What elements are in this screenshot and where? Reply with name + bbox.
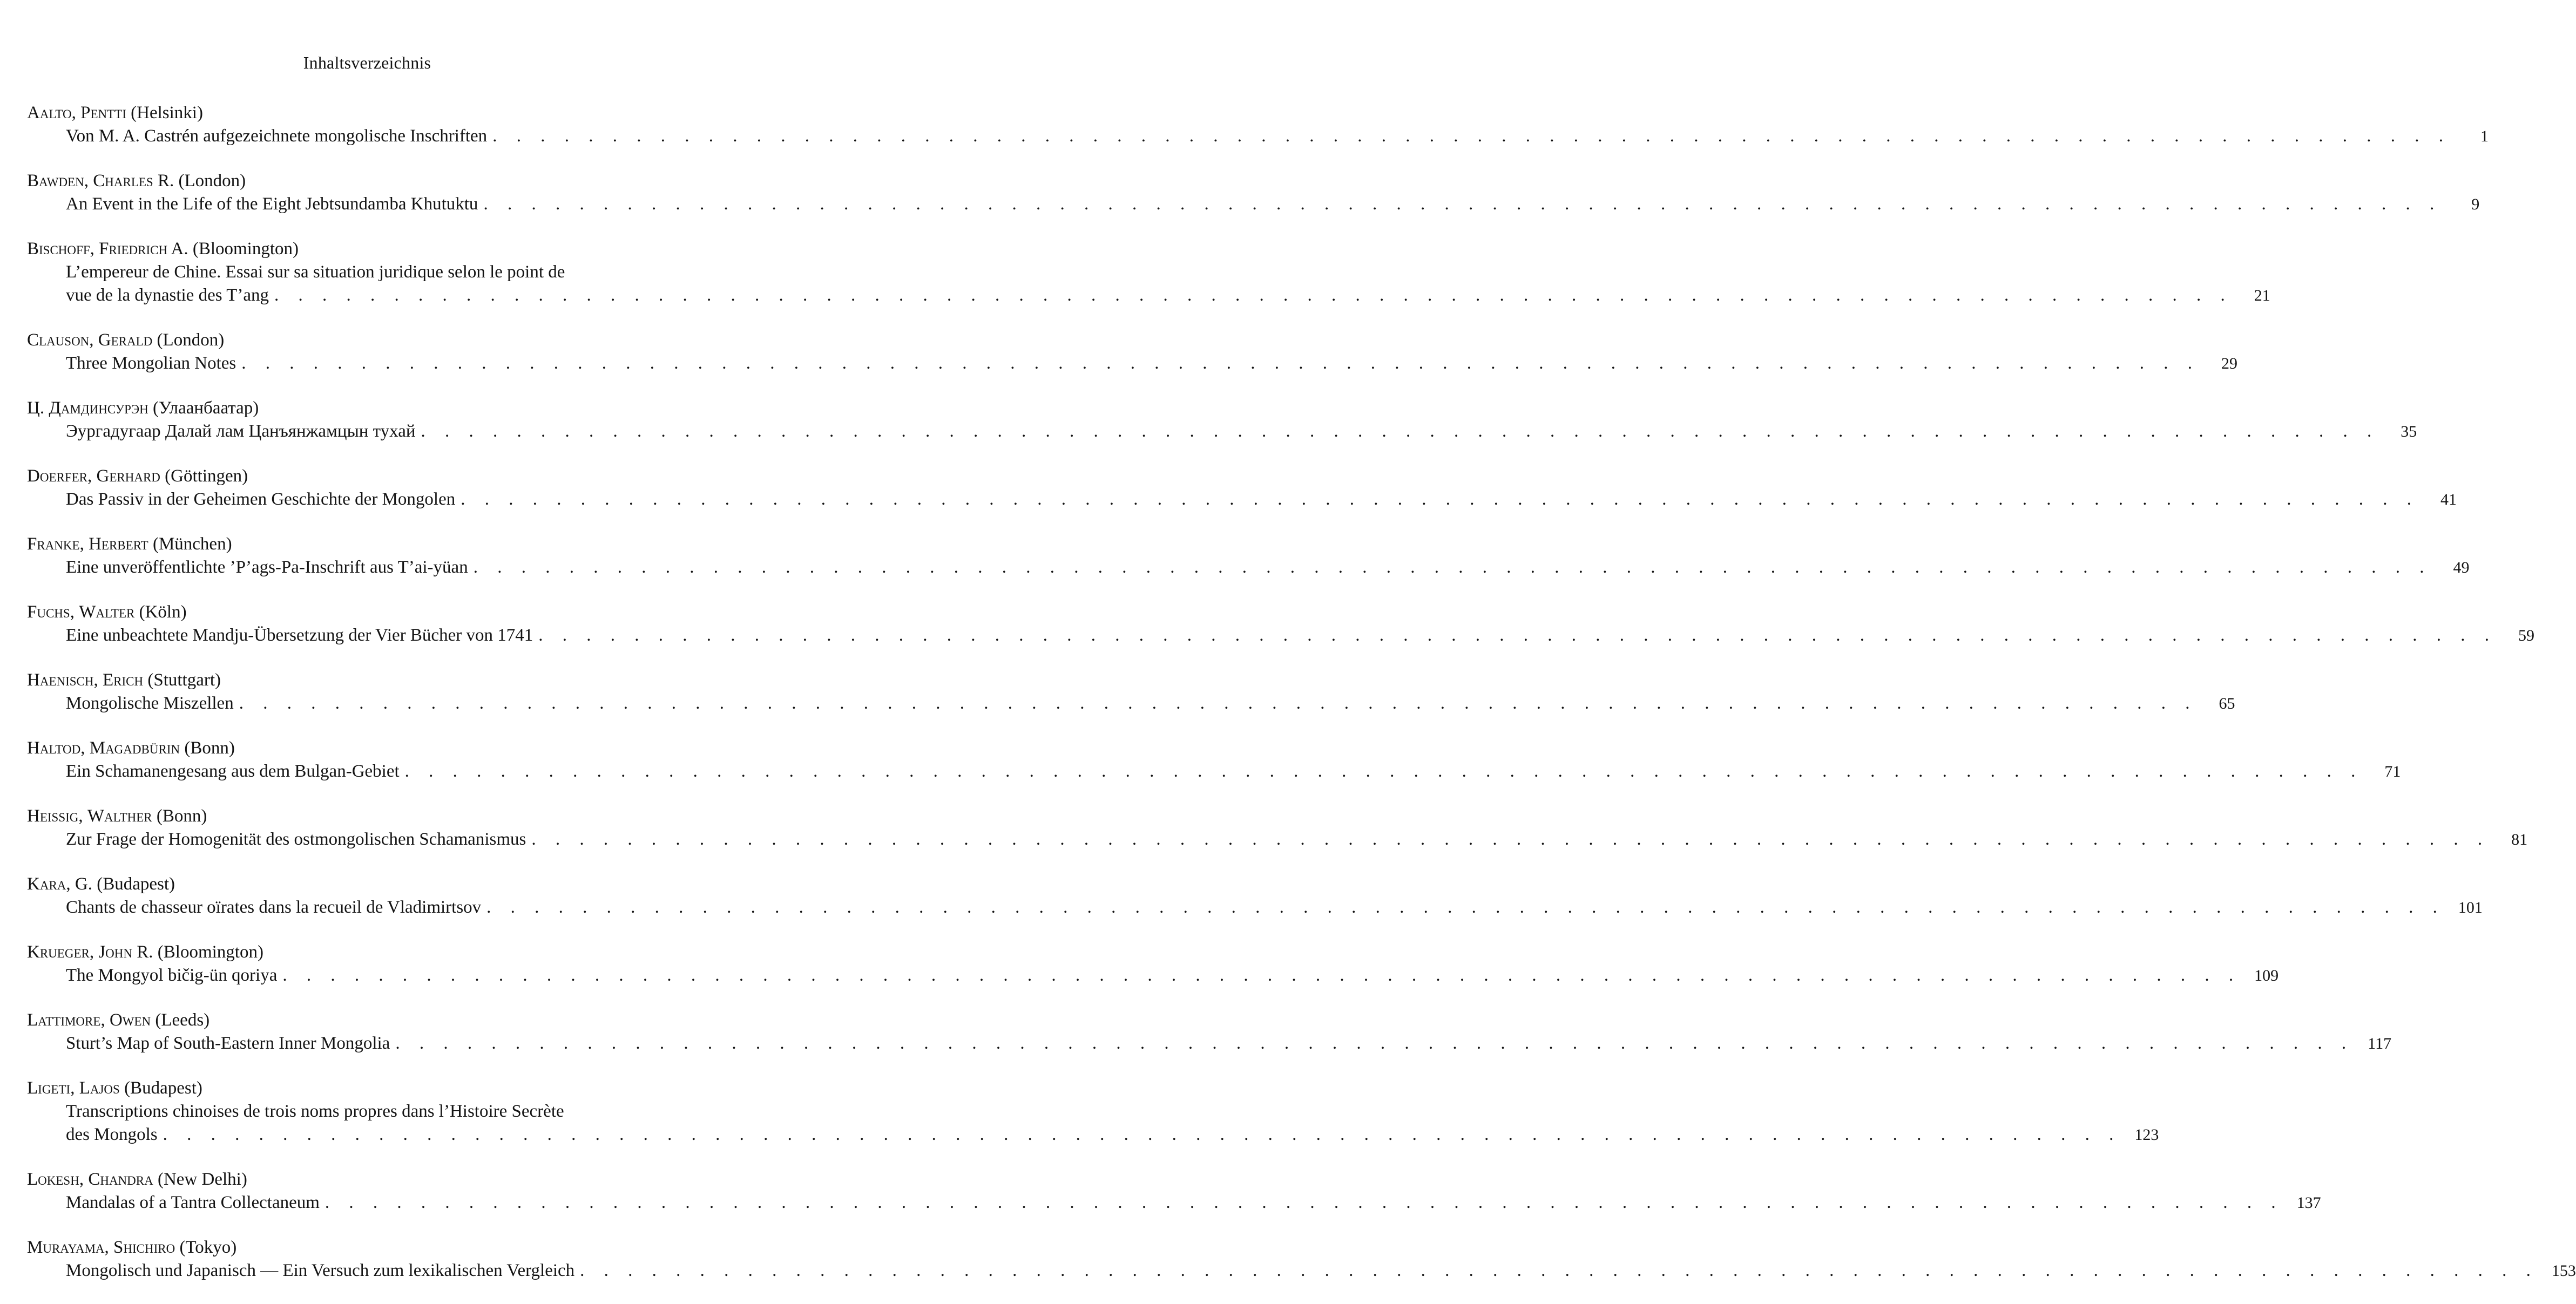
author-location: (New Delhi) (157, 1170, 247, 1189)
title-line (66, 284, 2233, 307)
entry-title-row (66, 556, 2470, 579)
toc-entry (27, 329, 2238, 375)
entry-title (66, 896, 2445, 919)
entry-title-row (66, 125, 2489, 148)
entry-title-row (66, 828, 2528, 851)
entry-title (66, 420, 2379, 443)
entry-title-row (66, 1032, 2392, 1055)
dot-leader: . . . . . . . . . . . . . . . . . . . . . . . . . . . . . . . . . . . . . . . . . . . . . . . . . . . . . . . . . . . . . . . . . . . . . . . . . . . . . . . . . . (241, 354, 2200, 373)
entry-title (66, 1100, 2121, 1146)
dot-leader: . . . . . . . . . . . . . . . . . . . . . . . . . . . . . . . . . . . . . . . . . . . . . . . . . . . . . . . . . . . . . . . . . . . . . . . . . . . . . . . . . . (461, 490, 2419, 509)
author-given-name: Walter (79, 602, 135, 622)
author-surname: Murayama (27, 1238, 105, 1257)
title-line-text: Ein Schamanengesang aus dem Bulgan-Gebiet (66, 762, 400, 781)
entry-title-row (66, 488, 2457, 511)
title-line-text: L’empereur de Chine. Essai sur sa situation juridique selon le point de (66, 262, 565, 282)
entry-author (27, 397, 724, 420)
author-surname: Franke (27, 534, 80, 554)
toc-entry (27, 1077, 2159, 1146)
toc-entry (27, 397, 2417, 443)
dot-leader: . . . . . . . . . . . . . . . . . . . . . . . . . . . . . . . . . . . . . . . . . . . . . . . . . . . . . . . . . . . . . . . . . . . . . . . . . . . . . . . . . . (492, 126, 2451, 146)
title-line (66, 488, 2419, 511)
entry-author: Heissig, Walther (Bonn) (27, 806, 207, 826)
title-line (66, 1259, 2538, 1282)
author-surname: Kara (27, 874, 66, 894)
dot-leader: . . . . . . . . . . . . . . . . . . . . . . . . . . . . . . . . . . . . . . . . . . . . . . . . . . . . . . . . . . . . . . . . . . . . . . . . . . . . . . . . . . (239, 694, 2198, 713)
entry-title-row (66, 1100, 2159, 1146)
entry-author: Clauson, Gerald (London) (27, 330, 225, 350)
author-surname: Clauson (27, 330, 90, 350)
author-location: (München) (152, 534, 232, 554)
title-line (66, 1100, 2121, 1123)
dot-leader: . . . . . . . . . . . . . . . . . . . . . . . . . . . . . . . . . . . . . . . . . . . . . . . . . . . . . . . . . . . . . . . . . . . . . . . . . . . . . . . . . . (486, 898, 2445, 917)
title-line (66, 896, 2445, 919)
toc-entry (27, 1009, 2392, 1055)
entry-page-number: 59 (2518, 627, 2534, 644)
entry-page-number: 71 (2384, 763, 2401, 780)
title-line-text: Das Passiv in der Geheimen Geschichte der Mongolen (66, 490, 456, 509)
entry-title (66, 556, 2431, 579)
dot-leader: . . . . . . . . . . . . . . . . . . . . . . . . . . . . . . . . . . . . . . . . . . . . . . . . . . . . . . . . . . . . . . . . . . . . . . . . . . . . . . . . . . (473, 558, 2432, 577)
dot-leader: . . . . . . . . . . . . . . . . . . . . . . . . . . . . . . . . . . . . . . . . . . . . . . . . . . . . . . . . . . . . . . . . . . . . . . . . . . . . . . . . . . (395, 1034, 2354, 1053)
entry-page-number: 9 (2471, 195, 2480, 213)
toc-entry (27, 873, 2483, 919)
entry-title (66, 760, 2363, 783)
author-surname: Haltod (27, 738, 81, 758)
entry-author: Kara, G. (Budapest) (27, 874, 175, 894)
toc-entry (27, 533, 2470, 579)
entry-title (66, 261, 2233, 307)
entry-title-row (66, 896, 2483, 919)
entry-page-number: 1 (2480, 127, 2489, 145)
author-location: (Bloomington) (157, 942, 263, 962)
author-surname: Fuchs (27, 602, 70, 622)
entry-author: Bischoff, Friedrich A. (Bloomington) (27, 239, 299, 259)
author-location: (Bloomington) (192, 239, 299, 259)
entry-page-number: 153 (2551, 1262, 2576, 1280)
author-location: (Helsinki) (131, 103, 203, 123)
author-location: (London) (157, 330, 225, 350)
entry-author: Aalto, Pentti (Helsinki) (27, 103, 203, 123)
title-line-text: Transcriptions chinoises de trois noms propres dans l’Histoire Secrète (66, 1102, 564, 1121)
title-line-text: Eine unbeachtete Mandju-Übersetzung der Vier Bücher von 1741 (66, 626, 533, 645)
entry-page-number: 81 (2511, 831, 2528, 848)
entry-author: Bawden, Charles R. (London) (27, 171, 246, 191)
toc-entry (27, 101, 2489, 148)
entry-author: Haenisch, Erich (Stuttgart) (27, 670, 221, 690)
entry-author: Haltod, Magadbürin (Bonn) (27, 738, 235, 758)
entry-title (66, 488, 2419, 511)
title-line-text: Von M. A. Castrén aufgezeichnete mongolische Inschriften (66, 126, 488, 146)
entry-page-number: 109 (2254, 967, 2279, 984)
entry-page-number: 29 (2221, 355, 2238, 372)
toc-entry (27, 805, 2528, 851)
entry-title (66, 624, 2497, 647)
author-surname: Lattimore (27, 1010, 101, 1030)
title-line-text: des Mongols (66, 1125, 158, 1144)
author-surname: Bawden (27, 171, 84, 191)
entry-title-row (66, 1259, 2576, 1282)
entry-title-row (66, 420, 2417, 443)
title-line-text: vue de la dynastie des T’ang (66, 286, 269, 305)
dot-leader: . . . . . . . . . . . . . . . . . . . . . . . . . . . . . . . . . . . . . . . . . . . . . . . . . . . . . . . . . . . . . . . . . . . . . . . . . . . . . . . . . . (274, 286, 2233, 305)
entry-title (66, 1032, 2354, 1055)
dot-leader: . . . . . . . . . . . . . . . . . . . . . . . . . . . . . . . . . . . . . . . . . . . . . . . . . . . . . . . . . . . . . . . . . . . . . . . . . . . . . . . . . . (483, 194, 2442, 214)
entry-author: Krueger, John R. (Bloomington) (27, 942, 263, 962)
title-line-text: Three Mongolian Notes (66, 354, 236, 373)
author-surname: Krueger (27, 942, 90, 962)
author-location: (Göttingen) (165, 466, 248, 486)
title-line-text: Эургадугаар Далай лам Цанъянжамцын тухай (66, 422, 416, 441)
entry-page-number: 49 (2453, 559, 2470, 576)
entry-title (66, 964, 2241, 987)
author-given-name: Walther (87, 806, 152, 826)
author-given-name: Pentti (80, 103, 126, 123)
title-line (66, 1123, 2121, 1146)
entry-title (66, 193, 2442, 216)
entry-author: Fuchs, Walter (Köln) (27, 602, 187, 622)
entry-author: Murayama, Shichiro (Tokyo) (27, 1238, 237, 1257)
entry-page-number: 123 (2134, 1126, 2159, 1144)
title-line (66, 556, 2431, 579)
title-line (66, 624, 2497, 647)
entry-page-number: 21 (2254, 287, 2270, 304)
author-surname: Lokesh (27, 1170, 79, 1189)
toc-entry (27, 601, 2534, 647)
title-line (66, 352, 2200, 375)
entry-page-number: 117 (2368, 1035, 2392, 1052)
entry-title (66, 352, 2200, 375)
entry-title-row (66, 692, 2235, 715)
entry-author: Franke, Herbert (München) (27, 534, 232, 554)
title-line (66, 760, 2363, 783)
entry-page-number: 41 (2440, 491, 2457, 508)
entry-page-number: 101 (2458, 899, 2483, 916)
author-location: (Köln) (139, 602, 187, 622)
title-line-text: Zur Frage der Homogenität des ostmongolischen Schamanismus (66, 830, 526, 849)
title-line-text: The Mongyol bičig-ün qoriya (66, 966, 278, 985)
title-line (66, 261, 2233, 284)
author-location: (London) (178, 171, 246, 191)
entry-page-number: 137 (2296, 1194, 2321, 1212)
author-given-name: G. (75, 874, 92, 894)
entry-title-row (66, 193, 2480, 216)
dot-leader: . . . . . . . . . . . . . . . . . . . . . . . . . . . . . . . . . . . . . . . . . . . . . . . . . . . . . . . . . . . . . . . . . . . . . . . . . . . . . . . . . . (282, 966, 2241, 985)
title-line (66, 125, 2451, 148)
author-surname: Bischoff (27, 239, 90, 259)
author-given-name: Charles R. (93, 171, 174, 191)
dot-leader: . . . . . . . . . . . . . . . . . . . . . . . . . . . . . . . . . . . . . . . . . . . . . . . . . . . . . . . . . . . . . . . . . . . . . . . . . . . . . . . . . . (421, 422, 2379, 441)
author-given-name: Gerhard (96, 466, 160, 486)
author-location: (Bonn) (184, 738, 235, 758)
toc-entry (27, 1236, 2576, 1282)
title-line (66, 1191, 2283, 1214)
author-location: (Leeds) (155, 1010, 210, 1030)
author-given-name: John R. (98, 942, 153, 962)
author-location: (Bonn) (156, 806, 207, 826)
toc-entry (27, 941, 2279, 987)
dot-leader: . . . . . . . . . . . . . . . . . . . . . . . . . . . . . . . . . . . . . . . . . . . . . . . . . . . . . . . . . . . . . . . . . . . . . . . . . . . . . . . . . . (324, 1193, 2283, 1212)
title-line (66, 964, 2241, 987)
title-line-text: Chants de chasseur oïrates dans la recueil de Vladimirtsov (66, 898, 482, 917)
title-line-text: An Event in the Life of the Eight Jebtsundamba Khutuktu (66, 194, 478, 214)
toc-entry (27, 669, 2235, 715)
entry-page-number: 65 (2219, 695, 2235, 712)
dot-leader: . . . . . . . . . . . . . . . . . . . . . . . . . . . . . . . . . . . . . . . . . . . . . . . . . . . . . . . . . . . . . . . . . . . . . . . . . . . . . . . . . . (531, 830, 2490, 849)
entry-title-row (66, 624, 2534, 647)
author-surname: Aalto (27, 103, 72, 123)
author-surname: Ligeti (27, 1078, 71, 1098)
title-line (66, 420, 2379, 443)
author-given-name: Friedrich A. (99, 239, 188, 259)
dot-leader: . . . . . . . . . . . . . . . . . . . . . . . . . . . . . . . . . . . . . . . . . . . . . . . . . . . . . . . . . . . . . . . . . . . . . . . . . . . . . . . . . . (404, 762, 2363, 781)
entry-title-row (66, 352, 2238, 375)
author-location: (Tokyo) (179, 1238, 237, 1257)
entry-title-row (66, 261, 2270, 307)
title-line (66, 1032, 2354, 1055)
entry-title (66, 1259, 2538, 1282)
author-given-name: Owen (109, 1010, 151, 1030)
entry-author: Ligeti, Lajos (Budapest) (27, 1078, 202, 1098)
author-given-name: Shichiro (113, 1238, 175, 1257)
title-line-text: Sturt’s Map of South-Eastern Inner Mongolia (66, 1034, 390, 1053)
author-location: (Budapest) (124, 1078, 202, 1098)
title-line (66, 692, 2197, 715)
toc-entry (27, 1168, 2321, 1214)
author-location: (Stuttgart) (147, 670, 221, 690)
author-given-name: Magadbürin (89, 738, 180, 758)
title-line-text: Mongolisch und Japanisch — Ein Versuch zum lexikalischen Vergleich (66, 1261, 575, 1280)
entry-title (66, 692, 2197, 715)
title-line-text: Mandalas of a Tantra Collectaneum (66, 1193, 320, 1212)
title-line-text: Eine unveröffentlichte ’P’ags-Pa-Inschrift aus T’ai-yüan (66, 558, 468, 577)
author-location: (Улаанбаатар) (152, 398, 259, 418)
author-given-name: Chandra (88, 1170, 153, 1189)
author-given-name: Herbert (89, 534, 148, 554)
toc-entry (27, 465, 2457, 511)
dot-leader: . . . . . . . . . . . . . . . . . . . . . . . . . . . . . . . . . . . . . . . . . . . . . . . . . . . . . . . . . . . . . . . . . . . . . . . . . . . . . . . . . . (163, 1125, 2121, 1144)
entry-title (66, 828, 2490, 851)
author-surname: Doerfer (27, 466, 88, 486)
entry-author: Lokesh, Chandra (New Delhi) (27, 1170, 247, 1189)
entry-title (66, 125, 2451, 148)
toc-entry (27, 737, 2401, 783)
dot-leader: . . . . . . . . . . . . . . . . . . . . . . . . . . . . . . . . . . . . . . . . . . . . . . . . . . . . . . . . . . . . . . . . . . . . . . . . . . . . . . . . . . (538, 626, 2497, 645)
toc-entry (27, 237, 2270, 307)
entry-title-row (66, 1191, 2321, 1214)
entry-page-number: 35 (2401, 423, 2417, 440)
title-line-text: Mongolische Miszellen (66, 694, 234, 713)
author-surname: Ц. (27, 398, 45, 418)
entry-title-row (66, 964, 2279, 987)
author-given-name: Erich (103, 670, 144, 690)
title-line (66, 193, 2442, 216)
dot-leader: . . . . . . . . . . . . . . . . . . . . . . . . . . . . . . . . . . . . . . . . . . . . . . . . . . . . . . . . . . . . . . . . . . . . . . . . . . . . . . . . . . (580, 1261, 2538, 1280)
author-given-name: Дамдинсурэн (49, 398, 148, 418)
toc-entries (27, 101, 2576, 1304)
author-location: (Budapest) (97, 874, 175, 894)
author-surname: Heissig (27, 806, 79, 826)
entry-author: Lattimore, Owen (Leeds) (27, 1010, 210, 1030)
entry-title-row (66, 760, 2401, 783)
page-heading: Inhaltsverzeichnis (303, 53, 431, 72)
author-surname: Haenisch (27, 670, 94, 690)
author-given-name: Lajos (79, 1078, 120, 1098)
author-given-name: Gerald (98, 330, 153, 350)
entry-author: Doerfer, Gerhard (Göttingen) (27, 466, 248, 486)
entry-title (66, 1191, 2283, 1214)
title-line (66, 828, 2490, 851)
toc-entry (27, 169, 2480, 216)
